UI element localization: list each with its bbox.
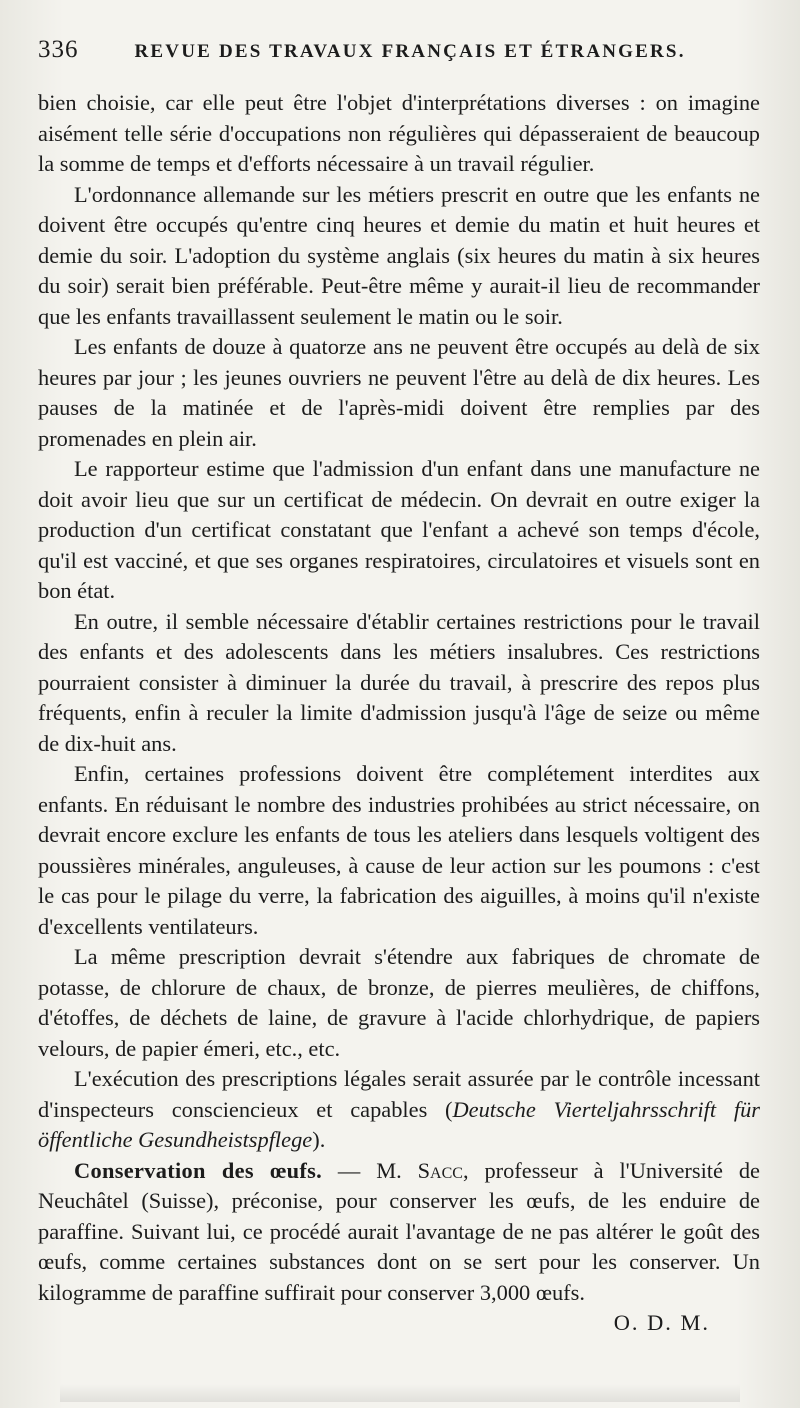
section-dash: — M. — [322, 1157, 418, 1183]
paragraph-2: L'ordonnance allemande sur les métiers prescrit en outre que les enfants ne doivent être occupés qu'entre cinq heures et demie du matin et huit heures et demie du soir. L'adoption du système anglais (six heures du matin à six heures du soir) serait bien préférable. Peut-être même y aurait-il lieu de recommander que les enfants travaillassent seulement le matin ou le soir. — [38, 181, 760, 329]
article-body — [38, 88, 760, 1335]
paragraph-1: bien choisie, car elle peut être l'objet d'interprétations diverses : on imagine aisément telle série d'occupations non régulières qui dépasseraient de beaucoup la somme de temps et d'efforts nécessaire à un travail régulier. — [38, 90, 760, 176]
paragraph-8-text: L'exécution des prescriptions légales serait assurée par le contrôle incessant d'inspecteurs consciencieux et capables ( — [38, 1066, 760, 1122]
section-paragraph — [38, 1156, 760, 1335]
page-number: 336 — [38, 36, 79, 63]
signature: O. D. M. — [613, 1310, 710, 1335]
section-title: Conservation des œufs. — [74, 1157, 323, 1183]
section-text: , professeur à l'Université de Neuchâtel (Suisse), préconise, pour conserver les œufs, de les enduire de paraffine. Suivant lui, ce procédé aurait l'avantage de ne pas altérer le goût des œufs, comme certaines substances dont on se sert pour les conserver. Un kilogramme de paraffine suffirait pour conserver 3,000 œufs. — [38, 1157, 760, 1305]
paragraph-8-closing: ). — [312, 1127, 326, 1152]
paragraph-3: Les enfants de douze à quatorze ans ne peuvent être occupés au delà de six heures par jour ; les jeunes ouvriers ne peuvent l'être au delà de dix heures. Les pauses de la matinée et de l'après-midi doivent être remplies par des promenades en plein air. — [38, 334, 760, 451]
paragraph-5: En outre, il semble nécessaire d'établir certaines restrictions pour le travail des enfants et des adolescents dans les métiers insalubres. Ces restrictions pourraient consister à diminuer la durée du travail, à prescrire des repos plus fréquents, enfin à reculer la limite d'admission jusqu'à l'âge de seize ou même de dix-huit ans. — [38, 608, 760, 756]
paragraph-6: Enfin, certaines professions doivent être complétement interdites aux enfants. En réduisant le nombre des industries prohibées au strict nécessaire, on devrait encore exclure les enfants de tous les ateliers dans lesquels voltigent des poussières minérales, anguleuses, à cause de leur action sur les poumons : c'est le cas pour le pilage du verre, la fabrication des aiguilles, à moins qu'il n'existe d'excellents ventilateurs. — [38, 761, 760, 939]
paragraph-7: La même prescription devrait s'étendre aux fabriques de chromate de potasse, de chlorure de chaux, de bronze, de pierres meulières, de chiffons, d'étoffes, de déchets de laine, de gravure à l'acide chlorhydrique, de papiers velours, de papier émeri, etc., etc. — [38, 944, 760, 1061]
bleed-through-shadow — [60, 1384, 740, 1402]
source-citation: Deutsche Vierteljahrsschrift für öffentliche Gesundheistspflege — [38, 1096, 760, 1152]
paragraph-4: Le rapporteur estime que l'admission d'un enfant dans une manufacture ne doit avoir lieu que sur un certificat de médecin. On devrait en outre exiger la production d'un certificat constatant que l'enfant a achevé son temps d'école, qu'il est vacciné, et que ses organes respiratoires, circulatoires et visuels sont en bon état. — [38, 456, 760, 603]
author-name: Sacc — [417, 1157, 463, 1183]
journal-title: REVUE DES TRAVAUX FRANÇAIS ET ÉTRANGERS. — [134, 41, 686, 62]
running-head — [38, 36, 760, 74]
paragraph-8 — [38, 1064, 760, 1156]
